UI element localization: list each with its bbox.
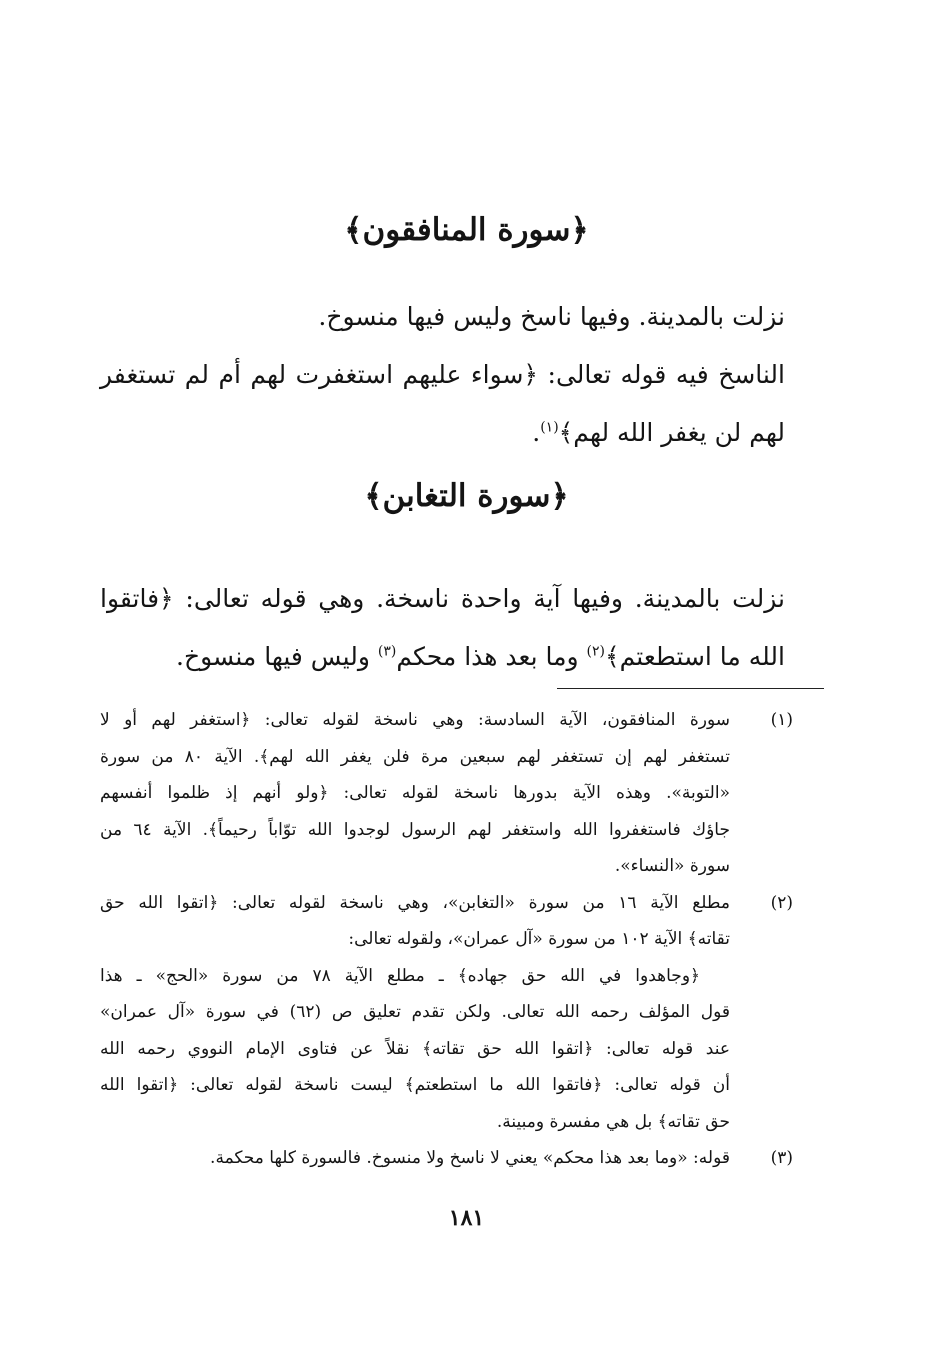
footnote-line: عند قوله تعالى: ﴿اتقوا الله حق تقاته﴾ نقلاً عن فتاوى الإمام النووي رحمه الله	[100, 1038, 730, 1059]
footnote-ref-3[interactable]: (٣)	[377, 643, 397, 660]
footnote-3	[100, 1140, 793, 1177]
munafiqun-line-1: نزلت بالمدينة. وفيها ناسخ وليس فيها منسوخ.	[318, 302, 785, 331]
footnote-line: تقاته﴾ الآية ١٠٢ من سورة «آل عمران»، ولقوله تعالى:	[348, 929, 730, 949]
munafiqun-body	[100, 288, 785, 462]
footnote-line: مطلع الآية ١٦ من سورة «التغابن»، وهي ناسخة لقوله تعالى: ﴿اتقوا الله حق	[100, 892, 730, 913]
footnote-ref-2[interactable]: (٢)	[586, 643, 606, 660]
footnote-line: سورة «النساء».	[614, 856, 730, 876]
taghabun-line-2-b: وما بعد هذا محكم	[396, 642, 587, 671]
footnote-number: (٢)	[770, 892, 793, 913]
footnotes	[100, 702, 793, 1177]
footnote-line: «التوبة». وهذه الآية بدورها ناسخة لقوله تعالى: ﴿ولو أنهم إذ ظلموا أنفسهم	[100, 783, 730, 803]
surah-title-munafiqun: ﴿سورة المنافقون﴾	[344, 212, 589, 248]
footnote-line: حق تقاته﴾ بل هي مفسرة ومبينة.	[496, 1111, 730, 1132]
taghabun-line-2	[100, 628, 785, 686]
taghabun-line-2-c: وليس فيها منسوخ.	[176, 642, 378, 671]
footnote-line: تستغفر لهم إن تستغفر لهم سبعين مرة فلن يغفر الله لهم﴾. الآية ٨٠ من سورة	[100, 746, 730, 767]
taghabun-line-2-a: الله ما استطعتم﴾	[605, 642, 785, 671]
munafiqun-line-3-end: .	[532, 418, 541, 447]
munafiqun-line-2: الناسخ فيه قوله تعالى: ﴿سواء عليهم استغفرت لهم أم لم تستغفر	[100, 360, 785, 389]
footnote-line: أن قوله تعالى: ﴿فاتقوا الله ما استطعتم﴾ ليست ناسخة لقوله تعالى: ﴿اتقوا الله	[100, 1075, 730, 1095]
taghabun-body	[100, 570, 785, 686]
munafiqun-line-3-text: لهم لن يغفر الله لهم﴾	[558, 418, 785, 447]
surah-title-taghabun: ﴿سورة التغابن﴾	[364, 478, 569, 514]
footnote-ref-1[interactable]: (١)	[540, 419, 559, 436]
taghabun-line-1: نزلت بالمدينة. وفيها آية واحدة ناسخة. وهي قوله تعالى: ﴿فاتقوا	[100, 584, 785, 613]
footnote-line: سورة المنافقون، الآية السادسة: وهي ناسخة لقوله تعالى: ﴿استغفر لهم أو لا	[100, 710, 730, 730]
footnote-separator	[557, 688, 824, 689]
footnote-line: قوله: «وما بعد هذا محكم» يعني لا ناسخ ولا منسوخ. فالسورة كلها محكمة.	[210, 1148, 730, 1168]
munafiqun-line-3	[100, 404, 785, 462]
footnote-line: جاؤك فاستغفروا الله واستغفر لهم الرسول لوجدوا الله توّاباً رحيماً﴾. الآية ٦٤ من	[100, 819, 730, 840]
page-number: ١٨١	[448, 1205, 485, 1231]
footnote-number: (١)	[770, 710, 793, 730]
footnote-2	[100, 885, 793, 1141]
footnote-line: ﴿وجاهدوا في الله حق جهاده﴾ ـ مطلع الآية ٧٨ من سورة «الحج» ـ هذا	[100, 965, 700, 986]
footnote-number: (٣)	[770, 1148, 793, 1168]
footnote-1	[100, 702, 793, 885]
footnote-line: قول المؤلف رحمه الله تعالى. ولكن تقدم تعليق ص (٦٢) في سورة «آل عمران»	[100, 1002, 730, 1022]
